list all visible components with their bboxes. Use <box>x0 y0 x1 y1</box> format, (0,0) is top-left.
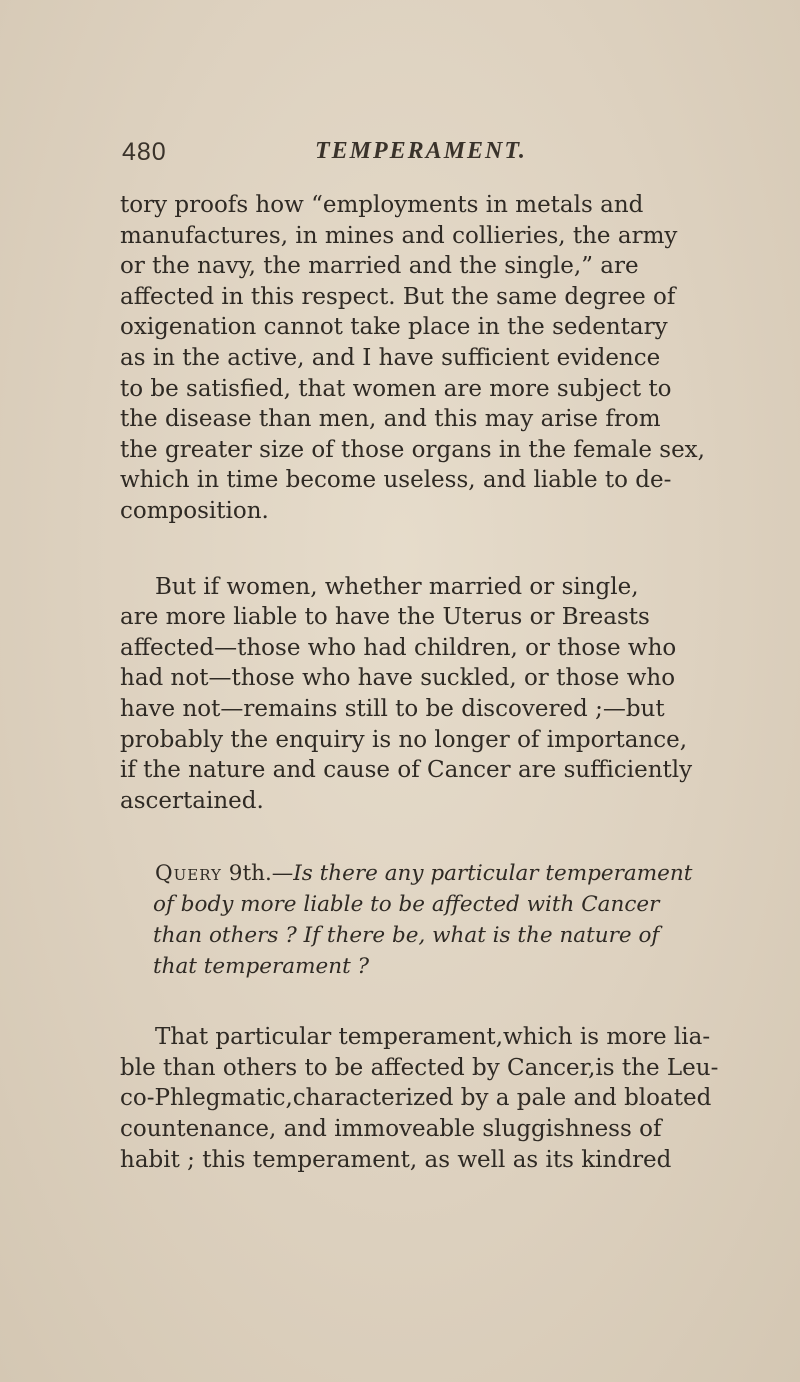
text-line: as in the active, and I have sufficient evidence <box>120 344 661 371</box>
paragraph-1 <box>120 190 715 527</box>
text-line: tory proofs how “employments in metals and <box>120 192 644 218</box>
text-line: had not—those who have suckled, or those who <box>120 665 676 692</box>
text-line: or the navy, the married and the single,” are <box>120 253 639 280</box>
text-line: affected—those who had children, or those who <box>120 634 677 661</box>
text-line: composition. <box>120 497 269 524</box>
body-text <box>120 190 719 1175</box>
text-line: are more liable to have the Uterus or Breasts <box>120 604 650 631</box>
text-line: the disease than men, and this may arise from <box>120 406 661 433</box>
text-line: habit ; this temperament, as well as its kindred <box>120 1146 672 1173</box>
query-line: than others ? If there be, what is the nature of <box>153 923 660 949</box>
text-line: ascertained. <box>120 787 264 814</box>
text-line: co-Phlegmatic,characterized by a pale and bloated <box>120 1085 712 1112</box>
query-line: that temperament ? <box>153 954 370 980</box>
text-line: probably the enquiry is no longer of importance, <box>120 726 688 753</box>
text-line: ble than others to be affected by Cancer,is the Leu- <box>120 1054 719 1081</box>
paragraph-2 <box>120 572 715 817</box>
text-line: oxigenation cannot take place in the sedentary <box>120 314 668 341</box>
page-header <box>122 138 682 178</box>
text-line: manufactures, in mines and collieries, the army <box>120 222 678 249</box>
text-line: But if women, whether married or single, <box>155 573 639 600</box>
query-label: Query <box>155 861 222 887</box>
text-line: if the nature and cause of Cancer are sufficiently <box>120 757 693 784</box>
running-title: TEMPERAMENT. <box>315 138 527 164</box>
text-line: which in time become useless, and liable to de- <box>120 467 672 494</box>
text-line: the greater size of those organs in the female sex, <box>120 436 705 463</box>
query-number: 9th.— <box>228 861 294 887</box>
text-line: to be satisfied, that women are more subject to <box>120 375 672 402</box>
query-block <box>120 858 715 982</box>
query-line: of body more liable to be affected with Cancer <box>153 892 660 918</box>
page-number: 480 <box>122 138 167 166</box>
text-line: countenance, and immoveable sluggishness of <box>120 1116 662 1143</box>
text-line: have not—remains still to be discovered ;—but <box>120 695 665 722</box>
query-line <box>120 858 715 889</box>
text-line: That particular temperament,which is more lia- <box>155 1024 711 1051</box>
paragraph-3 <box>120 1022 719 1175</box>
text-line: affected in this respect. But the same degree of <box>120 283 676 310</box>
query-text: Is there any particular temperament <box>293 861 693 887</box>
